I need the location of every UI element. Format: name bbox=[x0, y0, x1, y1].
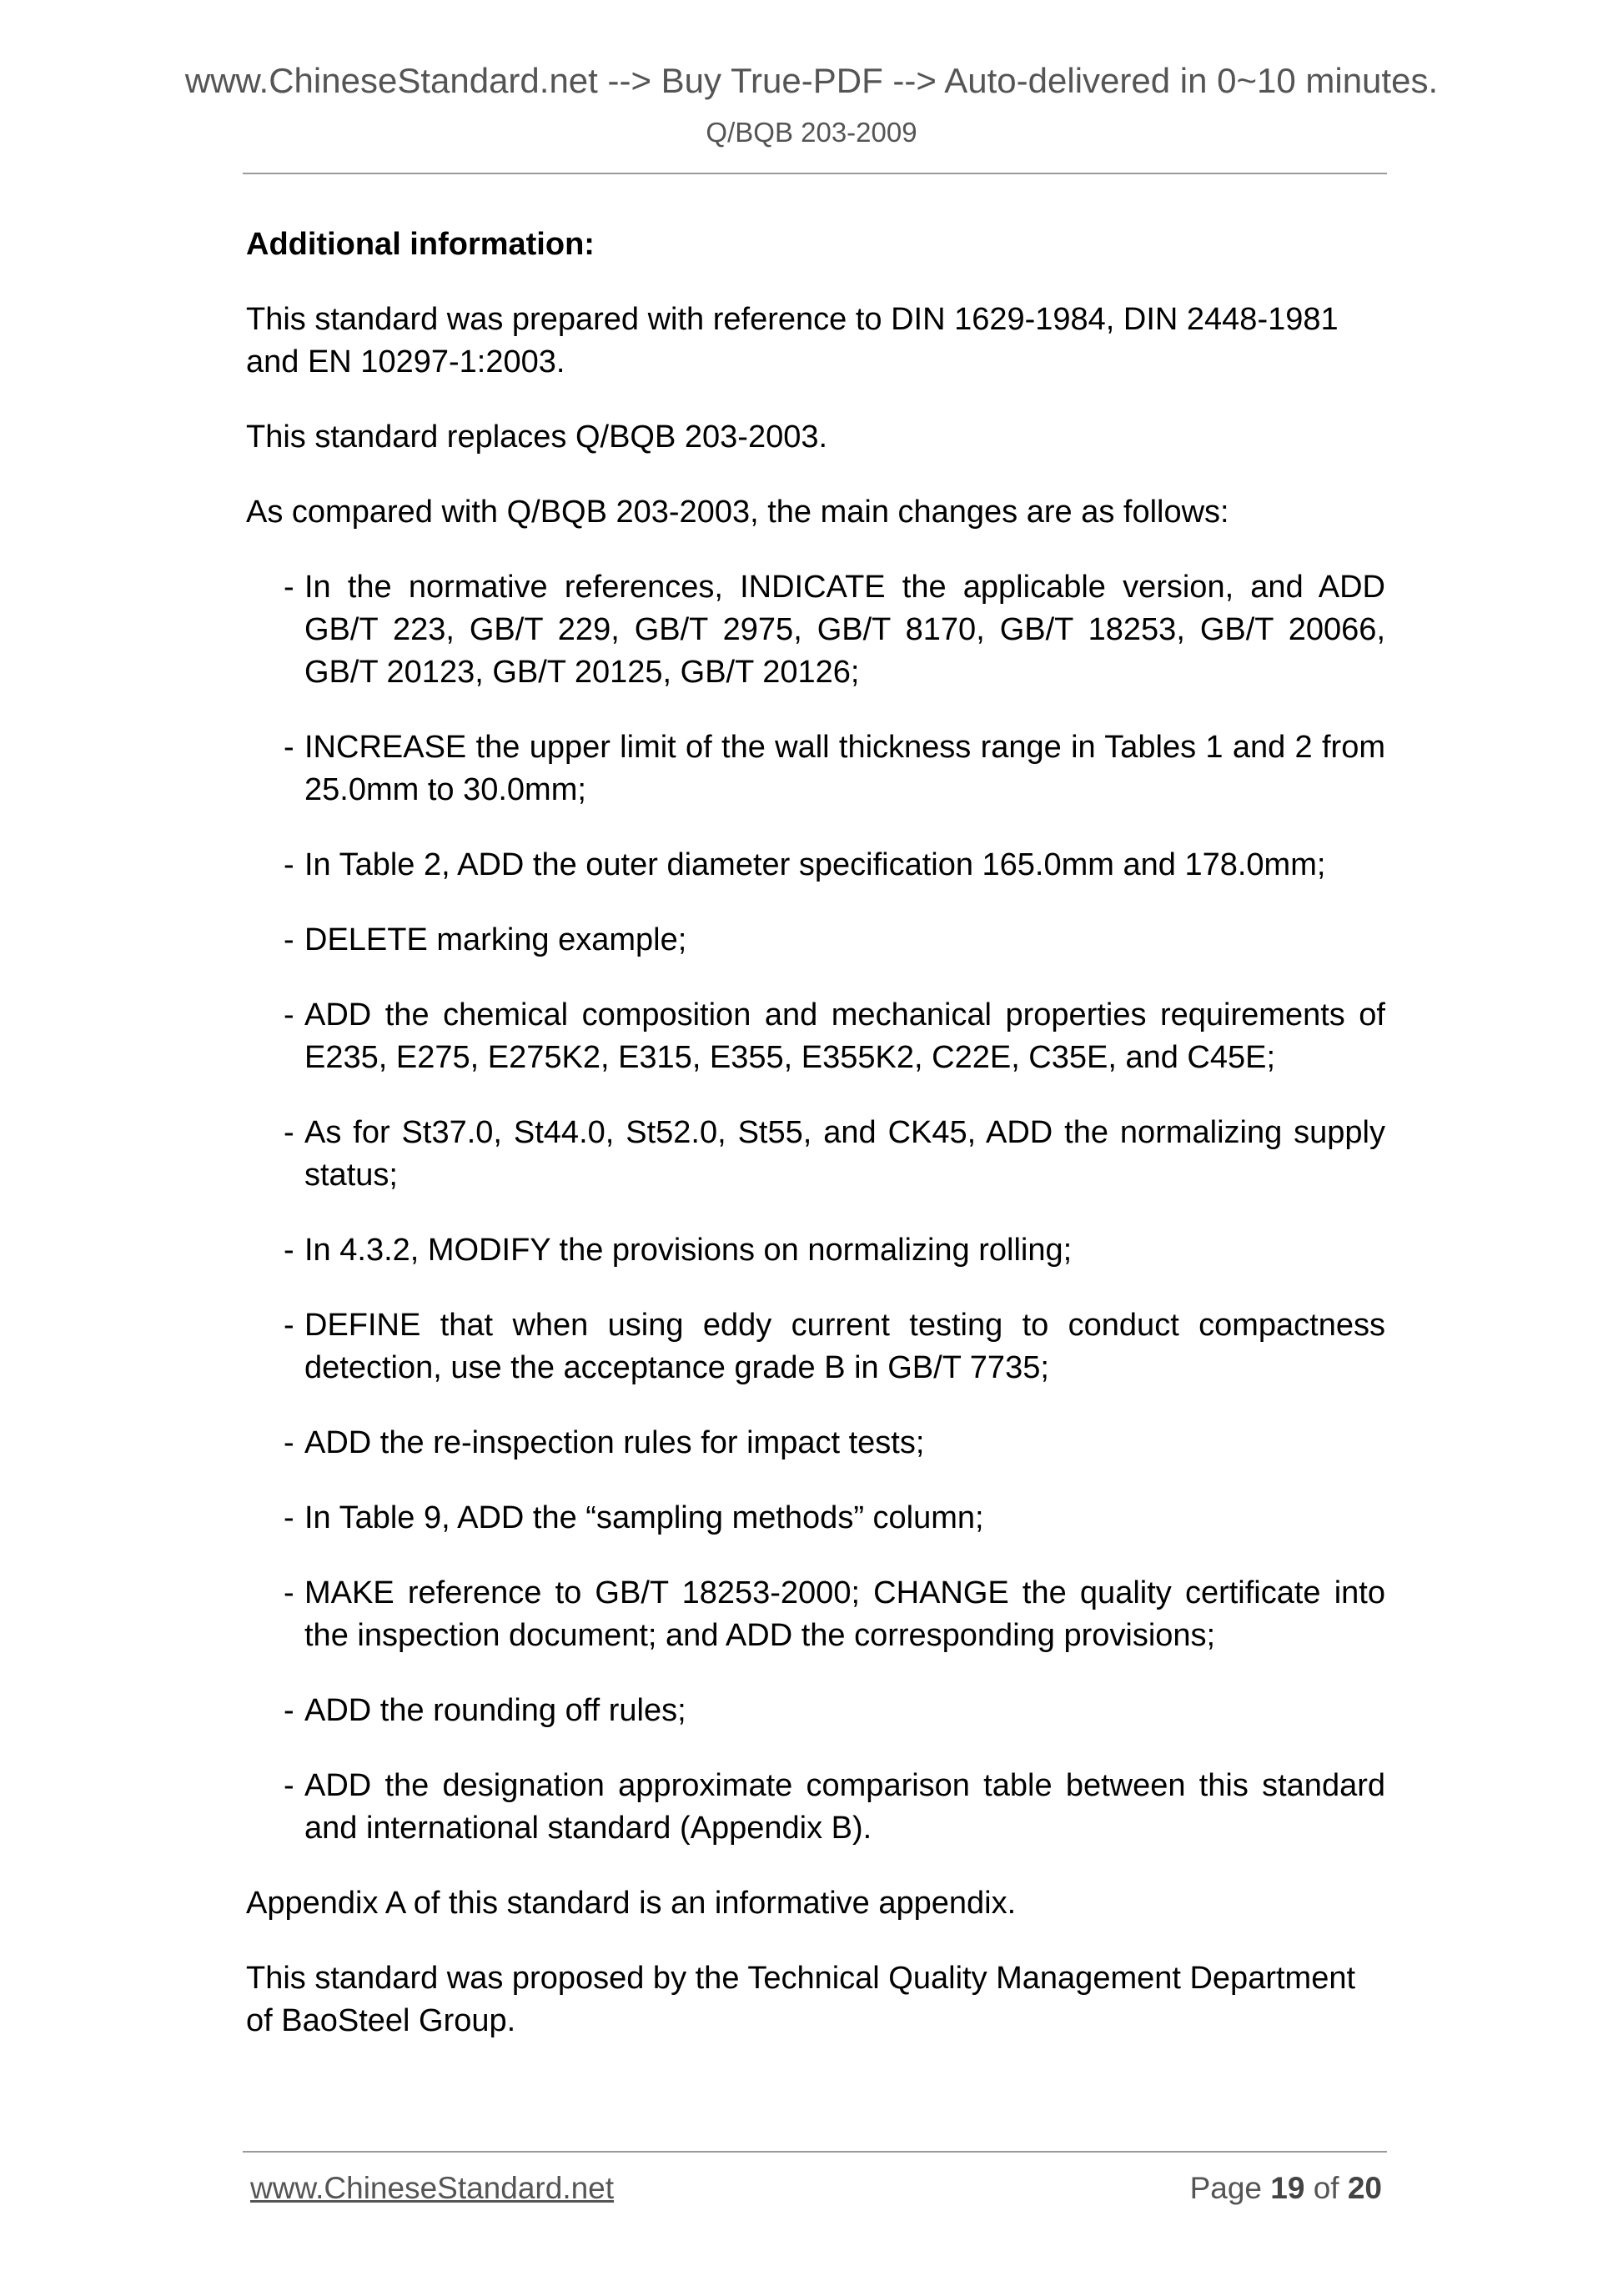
list-dash: - bbox=[284, 730, 294, 765]
footer-divider bbox=[243, 2151, 1387, 2153]
change-item-text: ADD the designation approximate comparison table between this standard and international standard (Appendix B). bbox=[304, 1768, 1385, 1846]
list-dash: - bbox=[284, 1768, 294, 1803]
page-number bbox=[1190, 2173, 1382, 2203]
page-total: 20 bbox=[1347, 2171, 1382, 2205]
list-dash: - bbox=[284, 997, 294, 1032]
change-item bbox=[246, 1422, 1385, 1465]
footer-website-link[interactable]: www.ChineseStandard.net bbox=[250, 2171, 615, 2205]
change-item bbox=[246, 726, 1385, 811]
change-item bbox=[246, 1690, 1385, 1732]
change-item bbox=[246, 1765, 1385, 1850]
header-banner: www.ChineseStandard.net --> Buy True-PDF --> Auto-delivered in 0~10 minutes. bbox=[184, 61, 1439, 100]
change-item-text: DEFINE that when using eddy current testing to conduct compactness detection, use the acceptance grade B in GB/T 7735; bbox=[304, 1308, 1385, 1385]
page-current: 19 bbox=[1270, 2171, 1305, 2205]
change-item-text: In Table 9, ADD the “sampling methods” column; bbox=[304, 1500, 984, 1535]
page-label: Page bbox=[1189, 2171, 1262, 2205]
list-dash: - bbox=[284, 1693, 294, 1728]
list-dash: - bbox=[284, 847, 294, 882]
list-dash: - bbox=[284, 1308, 294, 1343]
list-dash: - bbox=[284, 1500, 294, 1535]
change-item bbox=[246, 1229, 1385, 1272]
change-item bbox=[246, 919, 1385, 962]
change-item-text: ADD the chemical composition and mechanical properties requirements of E235, E275, E275K2, E315, E355, E355K2, C22E, C35E, and C45E; bbox=[304, 997, 1385, 1075]
list-dash: - bbox=[284, 570, 294, 605]
changes-list bbox=[246, 566, 1385, 1850]
reference-paragraph: This standard was prepared with reference to DIN 1629-1984, DIN 2448-1981 and EN 10297-1:2003. bbox=[246, 302, 1339, 379]
document-code: Q/BQB 203-2009 bbox=[706, 117, 917, 148]
list-dash: - bbox=[284, 1575, 294, 1610]
change-item bbox=[246, 844, 1385, 887]
list-dash: - bbox=[284, 1233, 294, 1268]
change-item-text: In Table 2, ADD the outer diameter specification 165.0mm and 178.0mm; bbox=[304, 847, 1326, 882]
proposed-by-paragraph: This standard was proposed by the Technical Quality Management Department of BaoSteel Group. bbox=[246, 1961, 1356, 2038]
change-item-text: MAKE reference to GB/T 18253-2000; CHANGE the quality certificate into the inspection document; and ADD the corresponding provisions; bbox=[304, 1575, 1385, 1653]
page-content bbox=[246, 224, 1385, 2075]
change-item bbox=[246, 566, 1385, 694]
change-item-text: DELETE marking example; bbox=[304, 922, 687, 957]
change-item bbox=[246, 1112, 1385, 1197]
change-item bbox=[246, 994, 1385, 1079]
change-item-text: INCREASE the upper limit of the wall thickness range in Tables 1 and 2 from 25.0mm to 30.0mm; bbox=[304, 730, 1385, 807]
change-item bbox=[246, 1497, 1385, 1540]
page-of: of bbox=[1313, 2171, 1339, 2205]
change-item-text: ADD the re-inspection rules for impact tests; bbox=[304, 1425, 925, 1460]
section-heading: Additional information: bbox=[246, 227, 595, 262]
change-item bbox=[246, 1304, 1385, 1389]
list-dash: - bbox=[284, 922, 294, 957]
changes-intro-paragraph: As compared with Q/BQB 203-2003, the main changes are as follows: bbox=[246, 495, 1229, 530]
list-dash: - bbox=[284, 1425, 294, 1460]
change-item bbox=[246, 1572, 1385, 1657]
change-item-text: ADD the rounding off rules; bbox=[304, 1693, 686, 1728]
header-divider bbox=[243, 173, 1387, 174]
change-item-text: In 4.3.2, MODIFY the provisions on normalizing rolling; bbox=[304, 1233, 1073, 1268]
replaces-paragraph: This standard replaces Q/BQB 203-2003. bbox=[246, 420, 828, 455]
change-item-text: As for St37.0, St44.0, St52.0, St55, and CK45, ADD the normalizing supply status; bbox=[304, 1115, 1385, 1193]
change-item-text: In the normative references, INDICATE the applicable version, and ADD GB/T 223, GB/T 229, GB/T 2975, GB/T 8170, GB/T 18253, GB/T 20066, GB/T 20123, GB/T 20125, GB/T 20126; bbox=[304, 570, 1385, 690]
appendix-paragraph: Appendix A of this standard is an informative appendix. bbox=[246, 1886, 1017, 1921]
list-dash: - bbox=[284, 1115, 294, 1150]
